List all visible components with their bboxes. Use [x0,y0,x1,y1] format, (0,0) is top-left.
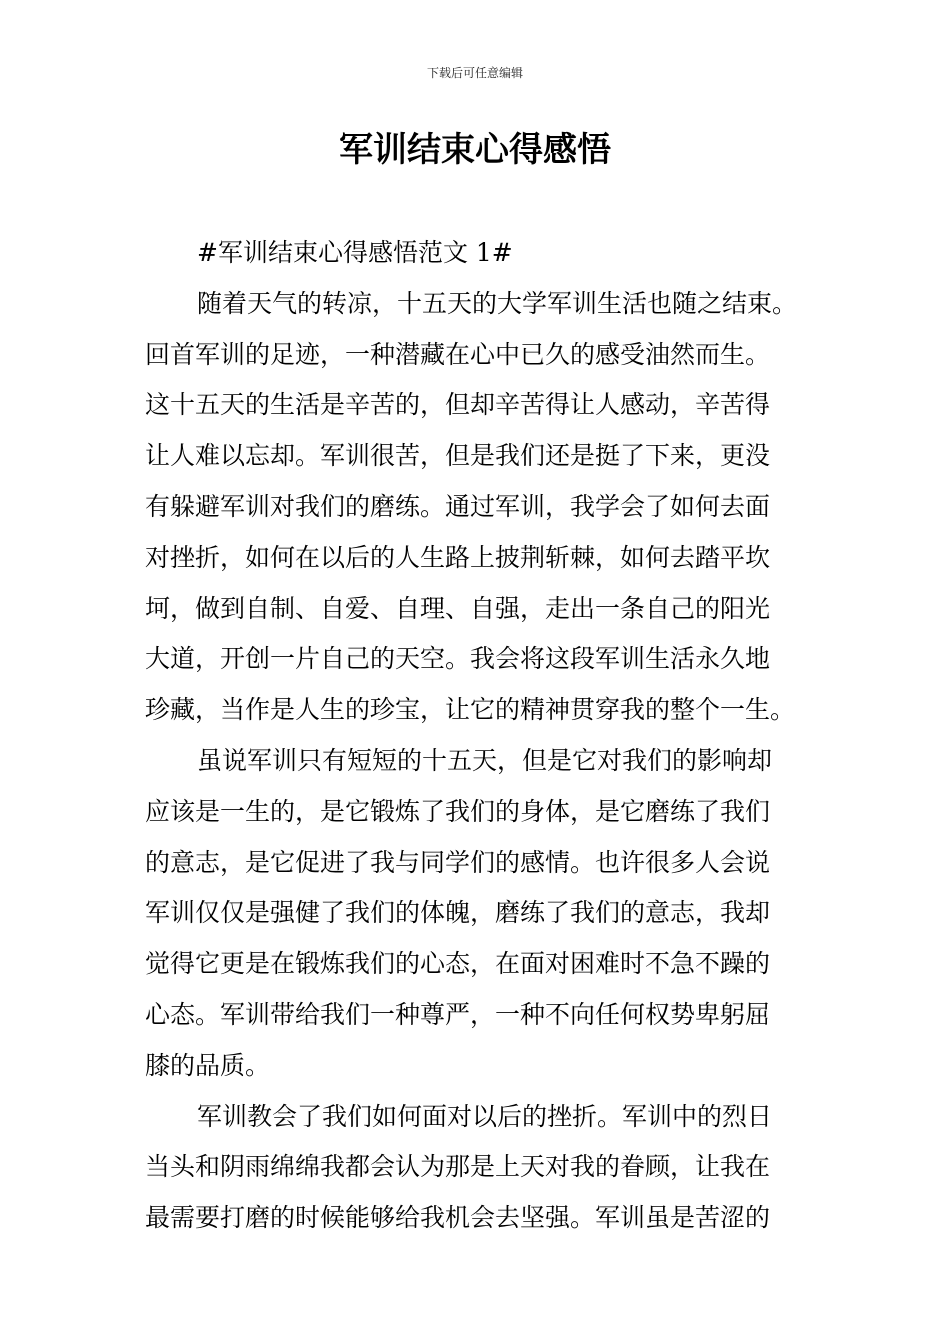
header-note: 下载后可任意编辑 [426,66,523,80]
body-line: 对挫折，如何在以后的人生路上披荆斩棘，如何去踏平坎 [145,542,771,572]
body-line: 有躲避军训对我们的磨练。通过军训，我学会了如何去面 [145,491,771,521]
body-line-section-heading: #军训结束心得感悟范文 1# [197,238,513,267]
body-line: 应该是一生的，是它锻炼了我们的身体，是它磨练了我们 [145,796,771,826]
body-line: 随着天气的转凉，十五天的大学军训生活也随之结束。 [197,288,798,318]
body-line: 回首军训的足迹，一种潜藏在心中已久的感受油然而生。 [145,339,771,369]
body-line: 珍藏，当作是人生的珍宝，让它的精神贯穿我的整个一生。 [145,695,796,725]
body-line: 虽说军训只有短短的十五天，但是它对我们的影响却 [197,745,773,775]
body-line: 觉得它更是在锻炼我们的心态，在面对困难时不急不躁的 [145,949,771,979]
body-line: 军训仅仅是强健了我们的体魄，磨练了我们的意志，我却 [145,898,771,928]
body-line: 让人难以忘却。军训很苦，但是我们还是挺了下来，更没 [145,441,771,471]
body-line: 坷，做到自制、自爱、自理、自强，走出一条自己的阳光 [145,593,771,623]
body-line: 军训教会了我们如何面对以后的挫折。军训中的烈日 [197,1101,773,1131]
body-line: 膝的品质。 [145,1050,271,1080]
document-title: 军训结束心得感悟 [339,130,611,170]
body-line: 大道，开创一片自己的天空。我会将这段军训生活永久地 [145,644,771,674]
body-line: 这十五天的生活是辛苦的，但却辛苦得让人感动，辛苦得 [145,390,771,420]
body-line: 最需要打磨的时候能够给我机会去坚强。军训虽是苦涩的 [145,1203,771,1233]
body-line: 的意志，是它促进了我与同学们的感情。也许很多人会说 [145,847,771,877]
body-line: 心态。军训带给我们一种尊严，一种不向任何权势卑躬屈 [145,999,771,1029]
document-body [145,228,835,1244]
body-line: 当头和阴雨绵绵我都会认为那是上天对我的眷顾，让我在 [145,1152,771,1182]
